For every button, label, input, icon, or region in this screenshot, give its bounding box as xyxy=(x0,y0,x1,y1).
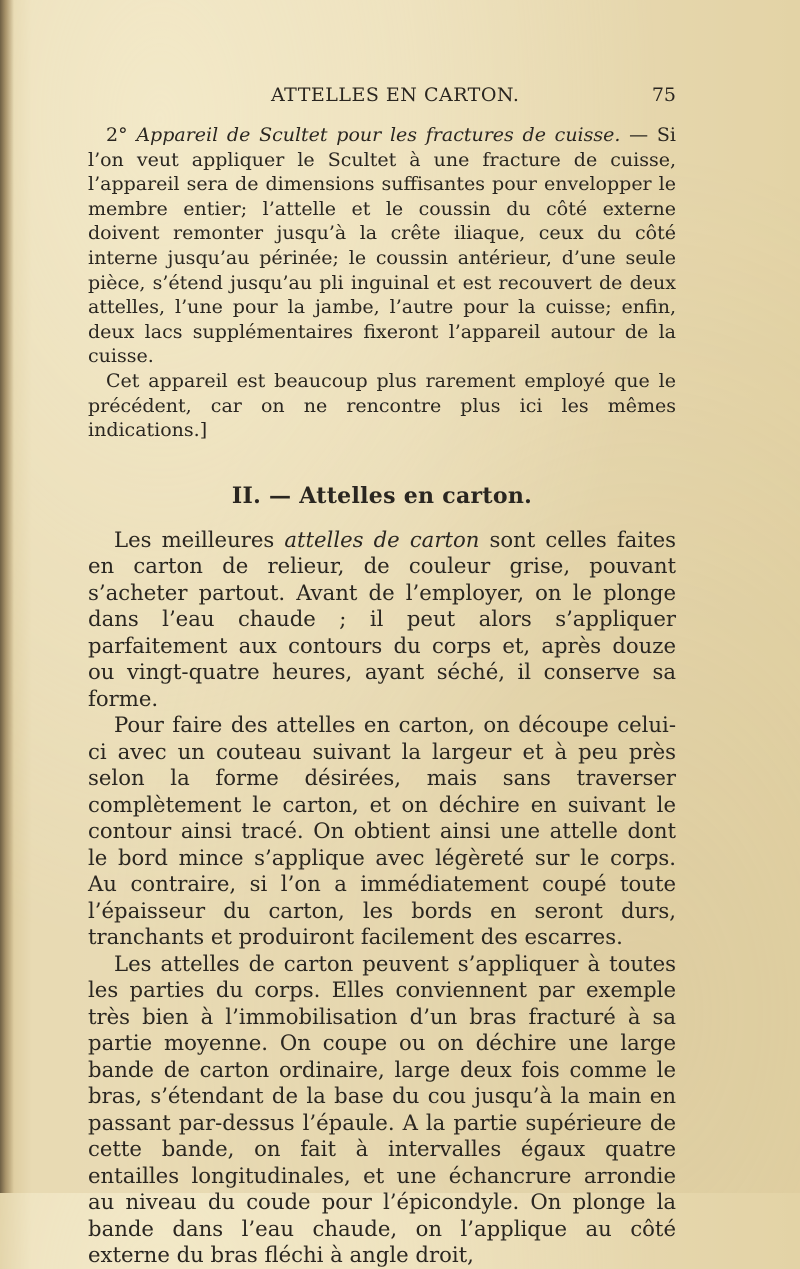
paragraph-scultet-thigh xyxy=(88,123,676,369)
paragraph-making-splints: Pour faire des attelles en carton, on découpe celui-ci avec un couteau suivant la largeur et à peu près selon la forme désirées, mais sans traverser complètement le carton, et on déchire en suivant le contour ainsi tracé. On obtient ainsi une attelle dont le bord mince s’applique avec légèreté sur le corps. Au contraire, si l’on a immédiatement coupé toute l’épaisseur du carton, les bords en seront durs, tranchants et produiront facilement des escarres. xyxy=(88,712,676,950)
paragraph-rarely-used: Cet appareil est beaucoup plus rarement employé que le précédent, car on ne rencontre plus ici les mêmes indications.] xyxy=(88,369,676,442)
paragraph-text-after: sont celles faites en carton de relieur, de couleur grise, pouvant s’acheter partout. Avant de l’employer, on le plonge dans l’eau chaude ; il peut alors s’appliquer parfaitement aux contours du corps et, après douze ou vingt-quatre heures, ayant séché, il conserve sa forme. xyxy=(88,526,676,711)
page-body xyxy=(88,123,676,1269)
page-number: 75 xyxy=(651,84,676,106)
paragraph-italic-term: attelles de carton xyxy=(284,526,480,552)
book-spine-shadow xyxy=(0,0,14,1193)
paragraph-best-splints xyxy=(88,527,676,713)
paragraph-text-before: Les meilleures xyxy=(114,526,285,552)
running-head xyxy=(88,84,676,110)
paragraph-lead: 2° xyxy=(106,124,137,146)
section-heading: II. — Attelles en carton. xyxy=(231,482,533,509)
paragraph-title: Appareil de Scultet pour les fractures de cuisse. xyxy=(136,124,621,146)
paragraph-text: — Si l’on veut appliquer le Scultet à une fracture de cuisse, l’appareil sera de dimensions suffisantes pour envelopper le membre entier; l’attelle et le coussin du côté externe doivent remonter jusqu’à la crête iliaque, ceux du côté interne jusqu’au périnée; le coussin antérieur, d’une seule pièce, s’étend jusqu’au pli inguinal et est recouvert de deux attelles, l’une pour la jambe, l’autre pour la cuisse; enfin, deux lacs supplémentaires fixeront l’appareil autour de la cuisse. xyxy=(88,124,676,368)
paragraph-applications: Les attelles de carton peuvent s’appliquer à toutes les parties du corps. Elles conviennent par exemple très bien à l’immobilisation d’un bras fracturé à sa partie moyenne. On coupe ou on déchire une large bande de carton ordinaire, large deux fois comme le bras, s’étendant de la base du cou jusqu’à la main en passant par-dessus l’épaule. A la partie supérieure de cette bande, on fait à intervalles égaux quatre entailles longitudinales, et une échancrure arrondie au niveau du coude pour l’épicondyle. On plonge la bande dans l’eau chaude, on l’applique au côté externe du bras fléchi à angle droit, xyxy=(88,950,676,1268)
running-title: ATTELLES EN CARTON. xyxy=(271,84,520,106)
